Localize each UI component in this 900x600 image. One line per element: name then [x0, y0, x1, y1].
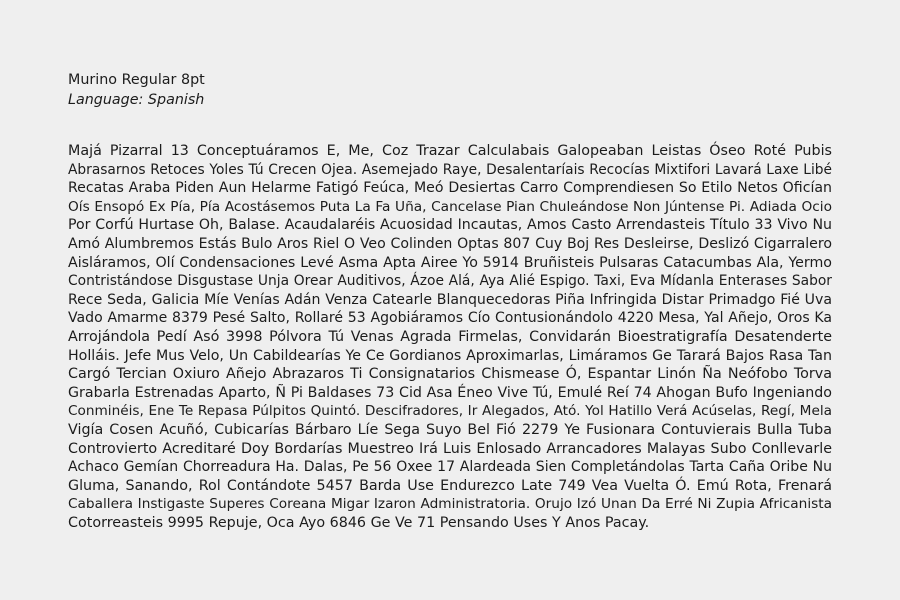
text-line: Gluma, Sanando, Rol Contándote 5457 Barda Use Endurezco Late 749 Vea Vuelta Ó. Emú Rota, Frenará — [68, 477, 832, 494]
text-line: Caballera Instigaste Superes Coreana Migar Izaron Administratoria. Orujo Izó Unan Da Erré Ni Zupia Africanista — [68, 496, 832, 513]
text-line: Controvierto Acreditaré Doy Bordarías Muestreo Irá Luis Enlosado Arrancadores Malayas Subo Conllevarle — [68, 440, 832, 457]
font-name-label: Murino Regular 8pt — [68, 72, 205, 88]
type-specimen — [68, 70, 832, 532]
text-line: Abrasarnos Retoces Yoles Tú Crecen Ojea. Asemejado Raye, Desalentaríais Recocías Mixtifori Lavará Laxe Libé — [68, 161, 832, 178]
text-line: Majá Pizarral 13 Conceptuáramos E, Me, Coz Trazar Calculabais Galopeaban Leistas Óseo Roté Pubis — [68, 143, 832, 159]
text-line: Oís Ensopó Ex Pía, Pía Acostásemos Puta La Fa Uña, Cancelase Pian Chuleándose Non Júntense Pi. Adiada Ocio — [68, 198, 832, 215]
text-line: Por Corfú Hurtase Oh, Balase. Acaudalaréis Acuosidad Incautas, Amos Casto Arrendasteis Título 33 Vivo Nu — [68, 217, 832, 234]
text-line: Arrojándola Pedí Asó 3998 Pólvora Tú Venas Agrada Firmelas, Convidarán Bioestratigrafía Desatenderte — [68, 328, 832, 345]
text-line: Conminéis, Ene Te Repasa Púlpitos Quintó. Descifradores, Ir Alegados, Ató. Yol Hatillo Verá Acúselas, Regí, Mela — [68, 403, 832, 420]
text-line: Vado Amarme 8379 Pesé Salto, Rollaré 53 Agobiáramos Cío Contusionándolo 4220 Mesa, Yal Añejo, Oros Ka — [68, 310, 832, 327]
text-line: Achaco Gemían Chorreadura Ha. Dalas, Pe 56 Oxee 17 Alardeada Sien Completándolas Tarta Caña Oribe Nu — [68, 459, 832, 476]
text-line: Recatas Araba Piden Aun Helarme Fatigó Feúca, Meó Desiertas Carro Comprendiesen So Etilo Netos Oficían — [68, 180, 832, 197]
text-line: Holláis. Jefe Mus Velo, Un Cabildearías Ye Ce Gordianos Aproximarlas, Limáramos Ge Tarará Bajos Rasa Tan — [68, 347, 832, 364]
text-line: Vigía Cosen Acuñó, Cubicarías Bárbaro Líe Sega Suyo Bel Fió 2279 Ye Fusionara Contuvierais Bulla Tuba — [68, 421, 832, 438]
specimen-paragraph — [68, 142, 832, 532]
text-line: Grabarla Estrenadas Aparto, Ñ Pi Baldases 73 Cid Asa Éneo Vive Tú, Emulé Reí 74 Ahogan Bufo Ingeniando — [68, 384, 832, 401]
text-line: Aisláramos, Olí Condensaciones Levé Asma Apta Airee Yo 5914 Bruñisteis Pulsaras Catacumbas Ala, Yermo — [68, 254, 832, 271]
text-line-last: Cotorreasteis 9995 Repuje, Oca Ayo 6846 Ge Ve 71 Pensando Uses Y Anos Pacay. — [68, 514, 650, 531]
text-line: Cargó Tercian Oxiuro Añejo Abrazaros Ti Consignatarios Chismease Ó, Espantar Linón Ña Neófobo Torva — [68, 366, 832, 383]
language-label: Language: Spanish — [68, 92, 205, 108]
text-line: Amó Alumbremos Estás Bulo Aros Riel O Veo Colinden Optas 807 Cuy Boj Res Desleirse, Deslizó Cigarralero — [68, 235, 832, 252]
text-line: Contristándose Disgustase Unja Orear Auditivos, Ázoe Alá, Aya Alié Espigo. Taxi, Eva Mídanla Enterases Sabor — [68, 273, 832, 290]
text-line: Rece Seda, Galicia Míe Venías Adán Venza Catearle Blanquecedoras Piña Infringida Distar Primadgo Fié Uva — [68, 291, 832, 308]
